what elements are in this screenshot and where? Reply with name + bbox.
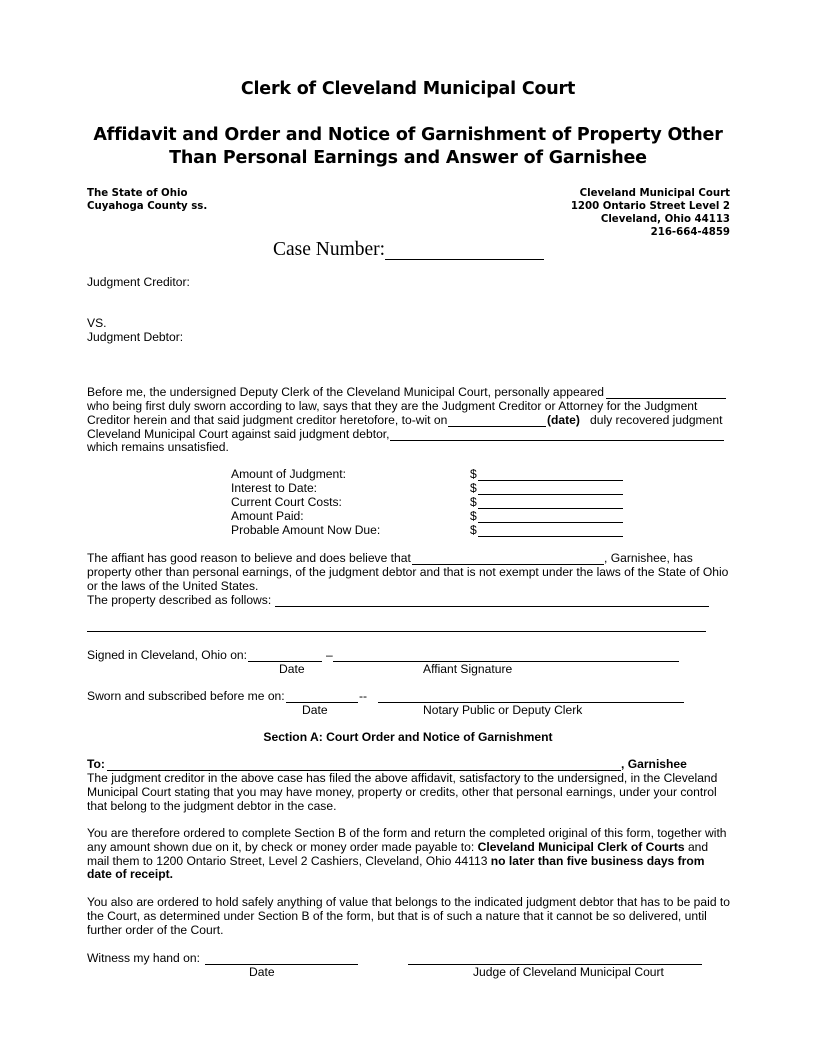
section-a-paragraph-2 (87, 827, 732, 882)
affidavit-line3a: Creditor herein and that said judgment creditor heretofore, to-wit on (87, 413, 448, 427)
signed-label: Signed in Cleveland, Ohio on: (87, 648, 248, 662)
affidavit-line2: who being first duly sworn according to law, says that they are the Judgment Creditor or Attorney for the Judgment (87, 399, 698, 413)
affidavit-line1: Before me, the undersigned Deputy Clerk of the Cleveland Municipal Court, personally appeared (87, 385, 604, 399)
amount-label: Current Court Costs: (231, 495, 342, 509)
date-label: (date) (547, 413, 580, 427)
payee-name: Cleveland Municipal Clerk of Courts (477, 839, 685, 854)
affiant-signature-caption: Affiant Signature (423, 662, 513, 676)
amount-field[interactable] (478, 468, 623, 481)
amount-field[interactable] (478, 524, 623, 537)
affidavit-line5: which remains unsatisfied. (87, 440, 229, 454)
affidavit-line3b: duly recovered judgment (590, 413, 723, 427)
property-description-field[interactable] (275, 594, 709, 607)
sworn-dash: -- (359, 689, 368, 703)
amount-label: Interest to Date: (231, 481, 318, 495)
judgment-debtor-label: Judgment Debtor: (87, 330, 184, 344)
vs-label: VS. (87, 316, 107, 330)
amount-field[interactable] (478, 482, 623, 495)
currency-sign: $ (470, 509, 477, 523)
section-a-paragraph-1: The judgment creditor in the above case has filed the above affidavit, satisfactory to the undersigned, in the Cleveland Municipal Court stating that you may have money, property or credits, other that personal earnings, under your control that belong to the judgment debtor in the case. (87, 771, 718, 813)
deadline-text: no later than five business days from date of receipt. (87, 853, 705, 882)
witness-date-field[interactable] (205, 952, 358, 965)
court-city: Cleveland, Ohio 44113 (600, 214, 730, 225)
to-label: To: (87, 757, 105, 771)
judge-caption: Judge of Cleveland Municipal Court (473, 965, 664, 979)
judgment-date-field[interactable] (448, 414, 546, 427)
currency-sign: $ (470, 495, 477, 509)
currency-sign: $ (470, 481, 477, 495)
court-title: Clerk of Cleveland Municipal Court (240, 79, 576, 99)
affidavit-line4: Cleveland Municipal Court against said judgment debtor, (87, 427, 390, 441)
sworn-date-caption: Date (302, 703, 328, 717)
para2-text-a: You are therefore ordered to complete Section B of the form and return the completed original of this form, together with any amount shown due on it, by check or money order made payable to: (87, 826, 727, 854)
belief-line4: The property described as follows: (87, 593, 272, 607)
garnishee-label: , Garnishee (621, 757, 687, 771)
court-phone: 216-664-4859 (650, 227, 730, 238)
amount-field[interactable] (478, 510, 623, 523)
venue-county: Cuyahoga County ss. (87, 201, 208, 212)
para2-text-c: and mail them to 1200 Ontario Street, Level 2 Cashiers, Cleveland, Ohio 44113 (87, 839, 709, 868)
signed-date-field[interactable] (248, 649, 322, 662)
belief-line1b: , Garnishee, has (604, 551, 693, 565)
judgment-creditor-label: Judgment Creditor: (87, 275, 190, 289)
garnishee-name-field[interactable] (412, 552, 604, 565)
judgment-text-field[interactable] (390, 428, 724, 441)
section-a-heading: Section A: Court Order and Notice of Garnishment (263, 730, 553, 744)
amount-label: Probable Amount Now Due: (231, 523, 381, 537)
amount-label: Amount of Judgment: (231, 467, 346, 481)
currency-sign: $ (470, 467, 477, 481)
amount-label: Amount Paid: (231, 509, 304, 523)
case-number-field[interactable] (385, 240, 544, 260)
sworn-label: Sworn and subscribed before me on: (87, 689, 285, 703)
court-name: Cleveland Municipal Court (579, 188, 730, 199)
court-street: 1200 Ontario Street Level 2 (570, 201, 730, 212)
form-title-line1: Affidavit and Order and Notice of Garnishment of Property Other (93, 125, 723, 145)
amount-field[interactable] (478, 496, 623, 509)
form-title-line2: Than Personal Earnings and Answer of Garnishee (169, 148, 647, 168)
judge-signature-field[interactable] (408, 952, 702, 965)
venue-state: The State of Ohio (87, 188, 188, 199)
case-number-label: Case Number: (273, 239, 386, 260)
witness-label: Witness my hand on: (87, 951, 200, 965)
affiant-signature-field[interactable] (333, 649, 679, 662)
to-garnishee-field[interactable] (107, 758, 621, 771)
section-a-paragraph-3: You also are ordered to hold safely anything of value that belongs to the indicated judgment debtor that has to be paid to the Court, as determined under Section B of the form, but that is of such a nature that it cannot be so delivered, until further order of the Court. (87, 895, 730, 937)
belief-line1a: The affiant has good reason to believe and does believe that (87, 551, 411, 565)
sworn-date-field[interactable] (286, 690, 358, 703)
signed-date-caption: Date (279, 662, 305, 676)
appeared-name-field[interactable] (606, 386, 726, 399)
notary-signature-field[interactable] (378, 690, 684, 703)
belief-line2: property other than personal earnings, of the judgment debtor and that is not exempt under the laws of the State of Ohio (87, 565, 729, 579)
property-description-line2[interactable] (87, 631, 706, 632)
notary-caption: Notary Public or Deputy Clerk (423, 703, 583, 717)
witness-date-caption: Date (249, 965, 275, 979)
belief-line3: or the laws of the United States. (87, 579, 259, 593)
currency-sign: $ (470, 523, 477, 537)
signed-dash: – (326, 648, 333, 662)
